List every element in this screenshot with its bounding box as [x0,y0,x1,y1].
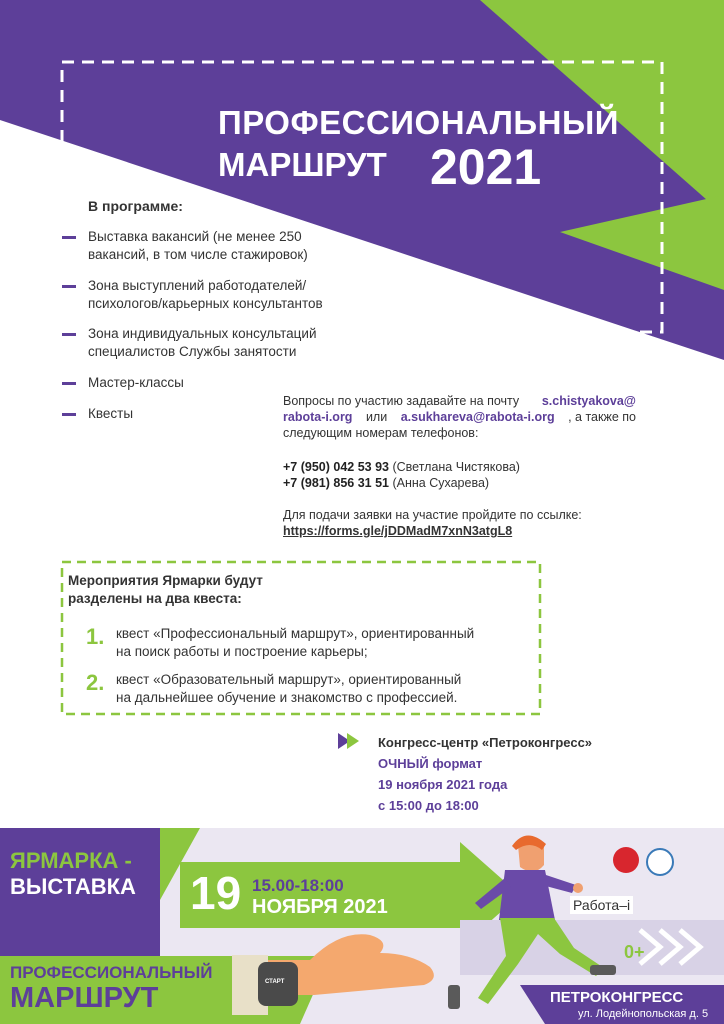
dash-bullet-icon [62,333,76,336]
page-title-line2: МАРШРУТ [218,146,387,183]
page-title-line1: ПРОФЕССИОНАЛЬНЫЙ [218,104,619,141]
quest-item: квест «Образовательный маршрут», ориентированный на дальнейшее обучение и знакомство с профессией. [116,672,462,705]
rabota-i-logo: Работа–i [570,896,633,914]
phone-1[interactable]: +7 (950) 042 53 93 [283,460,389,474]
banner-month-year: НОЯБРЯ 2021 [252,896,388,918]
banner-venue-name: ПЕТРОКОНГРЕСС [550,989,684,1006]
banner-day: 19 [190,867,242,919]
quest-item: квест «Профессиональный маршрут», ориентированный на поиск работы и построение карьеры; [116,626,475,659]
program-heading: В программе: [88,198,183,214]
banner-bottom-title-line2: МАРШРУТ [10,982,159,1014]
venue-arrow-icon [338,733,359,749]
quests-heading: Мероприятия Ярмарки будут разделены на два квеста: [68,573,263,606]
program-item: Зона индивидуальных консультаций специалистов Службы занятости [88,326,317,359]
banner-fair-line2: ВЫСТАВКА [10,874,136,899]
program-item: Квесты [88,406,134,421]
contacts-block: Вопросы по участию задавайте на почту s.chistyakova@ rabota-i.org или a.sukhareva@rabota-i.org , а также по следующим номерам телефонов: +7 (950) 042 53 93 (Светлана Чистякова) +7 (981) 856 31 51 (Анна Сухарева) Для подачи заявки на участие пройдите по ссылке: https://forms.gle/jDDMadM7xnN3atgL8 [283,394,636,538]
quest-number: 1. [86,624,105,649]
dash-bullet-icon [62,382,76,385]
venue-time: с 15:00 до 18:00 [378,798,479,813]
dash-bullet-icon [62,285,76,288]
venue-date: 19 ноября 2021 года [378,777,508,792]
quest-number: 2. [86,670,105,695]
watch-start-label: СТАРТ [265,979,285,985]
venue-name: Конгресс-центр «Петроконгресс» [378,735,593,750]
banner-fair-line1: ЯРМАРКА - [10,848,132,873]
email-link-1[interactable]: s.chistyakova@ [541,394,636,408]
program-item: Зона выступлений работодателей/ психологов/карьерных консультантов [88,278,323,311]
employment-service-logo-icon [647,849,673,875]
banner-bottom-title-line1: ПРОФЕССИОНАЛЬНЫЙ [10,963,213,982]
phone-2[interactable]: +7 (981) 856 31 51 [283,476,389,490]
page-title-year: 2021 [430,139,542,195]
banner-hours: 15.00-18:00 [252,876,344,895]
dash-bullet-icon [62,236,76,239]
banner-address: ул. Лодейнопольская д. 5 [578,1008,709,1020]
dash-bullet-icon [62,413,76,416]
venue-format: ОЧНЫЙ формат [378,756,483,771]
age-rating-badge: 0+ [624,942,645,962]
email-link-2[interactable]: a.sukhareva@rabota-i.org [400,410,555,424]
program-item: Мастер-классы [88,375,184,390]
apply-form-link[interactable]: https://forms.gle/jDDMadM7xnN3atgL8 [283,524,513,538]
program-item: Выставка вакансий (не менее 250 вакансий, в том числе стажировок) [88,229,308,262]
spb-coat-of-arms-icon [613,847,639,873]
